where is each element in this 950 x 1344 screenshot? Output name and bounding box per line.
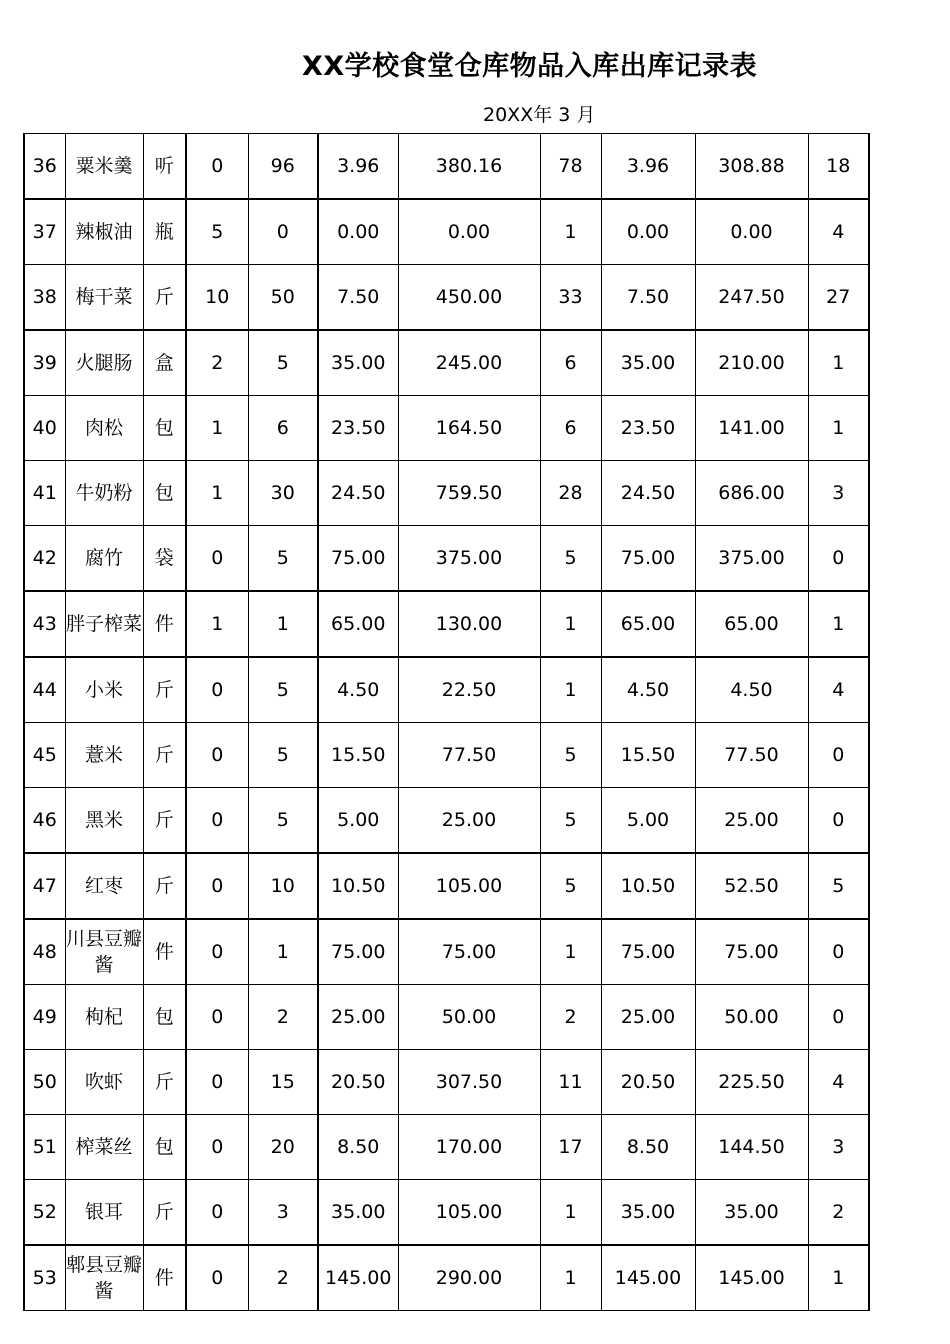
item-name-cell: 郫县豆瓣酱 [65, 1245, 143, 1311]
item-number-cell: 40 [24, 396, 65, 461]
in-unit-price-cell: 15.50 [318, 723, 398, 788]
item-name-cell: 小米 [65, 657, 143, 723]
out-amount-cell: 0.00 [695, 199, 808, 265]
item-unit-cell: 瓶 [143, 199, 186, 265]
out-unit-price-cell: 15.50 [601, 723, 695, 788]
in-amount-cell: 759.50 [398, 461, 540, 526]
in-amount-cell: 375.00 [398, 526, 540, 592]
out-quantity-cell: 6 [540, 396, 601, 461]
in-amount-cell: 130.00 [398, 591, 540, 657]
out-unit-price-cell: 75.00 [601, 526, 695, 592]
closing-stock-cell: 0 [808, 985, 869, 1050]
table-row [24, 396, 869, 461]
in-quantity-cell: 5 [248, 657, 318, 723]
item-number-cell: 45 [24, 723, 65, 788]
item-number-cell: 46 [24, 788, 65, 854]
in-quantity-cell: 2 [248, 985, 318, 1050]
item-name-cell: 火腿肠 [65, 330, 143, 396]
in-amount-cell: 105.00 [398, 853, 540, 919]
out-unit-price-cell: 75.00 [601, 919, 695, 985]
closing-stock-cell: 1 [808, 1245, 869, 1311]
in-unit-price-cell: 35.00 [318, 330, 398, 396]
out-unit-price-cell: 35.00 [601, 1180, 695, 1246]
closing-stock-cell: 4 [808, 199, 869, 265]
table-row [24, 919, 869, 985]
in-amount-cell: 0.00 [398, 199, 540, 265]
in-amount-cell: 22.50 [398, 657, 540, 723]
in-unit-price-cell: 8.50 [318, 1115, 398, 1180]
opening-stock-cell: 5 [186, 199, 248, 265]
item-unit-cell: 件 [143, 591, 186, 657]
out-quantity-cell: 11 [540, 1050, 601, 1115]
in-quantity-cell: 5 [248, 526, 318, 592]
in-unit-price-cell: 75.00 [318, 526, 398, 592]
table-row [24, 526, 869, 592]
item-number-cell: 39 [24, 330, 65, 396]
out-amount-cell: 247.50 [695, 265, 808, 331]
closing-stock-cell: 1 [808, 591, 869, 657]
out-amount-cell: 75.00 [695, 919, 808, 985]
in-unit-price-cell: 65.00 [318, 591, 398, 657]
table-row [24, 723, 869, 788]
out-amount-cell: 4.50 [695, 657, 808, 723]
item-unit-cell: 斤 [143, 788, 186, 854]
item-unit-cell: 斤 [143, 657, 186, 723]
in-quantity-cell: 15 [248, 1050, 318, 1115]
in-amount-cell: 164.50 [398, 396, 540, 461]
in-unit-price-cell: 75.00 [318, 919, 398, 985]
item-name-cell: 红枣 [65, 853, 143, 919]
out-unit-price-cell: 8.50 [601, 1115, 695, 1180]
out-quantity-cell: 1 [540, 1180, 601, 1246]
out-amount-cell: 375.00 [695, 526, 808, 592]
item-name-cell: 胖子榨菜 [65, 591, 143, 657]
item-unit-cell: 袋 [143, 526, 186, 592]
item-name-cell: 吹虾 [65, 1050, 143, 1115]
item-name-cell: 肉松 [65, 396, 143, 461]
out-quantity-cell: 1 [540, 199, 601, 265]
opening-stock-cell: 1 [186, 461, 248, 526]
opening-stock-cell: 0 [186, 1245, 248, 1311]
item-unit-cell: 斤 [143, 265, 186, 331]
in-unit-price-cell: 5.00 [318, 788, 398, 854]
in-quantity-cell: 5 [248, 723, 318, 788]
item-unit-cell: 包 [143, 1115, 186, 1180]
item-number-cell: 38 [24, 265, 65, 331]
closing-stock-cell: 4 [808, 657, 869, 723]
item-unit-cell: 斤 [143, 1050, 186, 1115]
table-row [24, 591, 869, 657]
item-unit-cell: 听 [143, 134, 186, 200]
in-quantity-cell: 3 [248, 1180, 318, 1246]
item-name-cell: 梅干菜 [65, 265, 143, 331]
out-quantity-cell: 78 [540, 134, 601, 200]
out-unit-price-cell: 145.00 [601, 1245, 695, 1311]
closing-stock-cell: 1 [808, 330, 869, 396]
opening-stock-cell: 0 [186, 788, 248, 854]
out-unit-price-cell: 7.50 [601, 265, 695, 331]
in-amount-cell: 380.16 [398, 134, 540, 200]
item-name-cell: 枸杞 [65, 985, 143, 1050]
in-unit-price-cell: 145.00 [318, 1245, 398, 1311]
out-unit-price-cell: 24.50 [601, 461, 695, 526]
out-unit-price-cell: 4.50 [601, 657, 695, 723]
item-unit-cell: 件 [143, 919, 186, 985]
out-quantity-cell: 2 [540, 985, 601, 1050]
item-name-cell: 腐竹 [65, 526, 143, 592]
out-amount-cell: 210.00 [695, 330, 808, 396]
closing-stock-cell: 3 [808, 461, 869, 526]
out-amount-cell: 225.50 [695, 1050, 808, 1115]
item-name-cell: 银耳 [65, 1180, 143, 1246]
item-unit-cell: 斤 [143, 1180, 186, 1246]
out-amount-cell: 77.50 [695, 723, 808, 788]
out-unit-price-cell: 20.50 [601, 1050, 695, 1115]
opening-stock-cell: 0 [186, 657, 248, 723]
out-unit-price-cell: 0.00 [601, 199, 695, 265]
opening-stock-cell: 0 [186, 853, 248, 919]
out-amount-cell: 35.00 [695, 1180, 808, 1246]
opening-stock-cell: 2 [186, 330, 248, 396]
opening-stock-cell: 0 [186, 526, 248, 592]
in-quantity-cell: 1 [248, 591, 318, 657]
in-quantity-cell: 20 [248, 1115, 318, 1180]
item-name-cell: 黑米 [65, 788, 143, 854]
in-unit-price-cell: 3.96 [318, 134, 398, 200]
in-quantity-cell: 96 [248, 134, 318, 200]
out-amount-cell: 308.88 [695, 134, 808, 200]
closing-stock-cell: 0 [808, 526, 869, 592]
opening-stock-cell: 0 [186, 1050, 248, 1115]
out-amount-cell: 144.50 [695, 1115, 808, 1180]
table-row [24, 134, 869, 200]
in-amount-cell: 307.50 [398, 1050, 540, 1115]
in-quantity-cell: 2 [248, 1245, 318, 1311]
item-unit-cell: 包 [143, 396, 186, 461]
item-number-cell: 49 [24, 985, 65, 1050]
in-unit-price-cell: 35.00 [318, 1180, 398, 1246]
opening-stock-cell: 0 [186, 723, 248, 788]
out-quantity-cell: 1 [540, 1245, 601, 1311]
item-number-cell: 52 [24, 1180, 65, 1246]
item-name-cell: 牛奶粉 [65, 461, 143, 526]
out-quantity-cell: 1 [540, 591, 601, 657]
closing-stock-cell: 4 [808, 1050, 869, 1115]
out-quantity-cell: 1 [540, 657, 601, 723]
item-number-cell: 50 [24, 1050, 65, 1115]
in-unit-price-cell: 23.50 [318, 396, 398, 461]
in-quantity-cell: 5 [248, 330, 318, 396]
out-unit-price-cell: 35.00 [601, 330, 695, 396]
item-unit-cell: 包 [143, 461, 186, 526]
closing-stock-cell: 27 [808, 265, 869, 331]
closing-stock-cell: 1 [808, 396, 869, 461]
out-unit-price-cell: 65.00 [601, 591, 695, 657]
closing-stock-cell: 5 [808, 853, 869, 919]
closing-stock-cell: 0 [808, 919, 869, 985]
item-unit-cell: 盒 [143, 330, 186, 396]
closing-stock-cell: 0 [808, 723, 869, 788]
item-number-cell: 53 [24, 1245, 65, 1311]
item-number-cell: 36 [24, 134, 65, 200]
closing-stock-cell: 18 [808, 134, 869, 200]
in-quantity-cell: 5 [248, 788, 318, 854]
out-quantity-cell: 5 [540, 723, 601, 788]
closing-stock-cell: 2 [808, 1180, 869, 1246]
opening-stock-cell: 10 [186, 265, 248, 331]
out-amount-cell: 50.00 [695, 985, 808, 1050]
out-quantity-cell: 5 [540, 853, 601, 919]
opening-stock-cell: 0 [186, 985, 248, 1050]
out-quantity-cell: 1 [540, 919, 601, 985]
item-number-cell: 43 [24, 591, 65, 657]
in-quantity-cell: 50 [248, 265, 318, 331]
page-title: XX学校食堂仓库物品入库出库记录表 [302, 51, 758, 82]
table-row [24, 853, 869, 919]
in-unit-price-cell: 25.00 [318, 985, 398, 1050]
out-amount-cell: 65.00 [695, 591, 808, 657]
out-unit-price-cell: 23.50 [601, 396, 695, 461]
out-quantity-cell: 5 [540, 526, 601, 592]
out-quantity-cell: 17 [540, 1115, 601, 1180]
record-date: 20XX年 3 月 [483, 104, 596, 126]
item-unit-cell: 包 [143, 985, 186, 1050]
opening-stock-cell: 0 [186, 919, 248, 985]
opening-stock-cell: 1 [186, 396, 248, 461]
out-unit-price-cell: 10.50 [601, 853, 695, 919]
in-quantity-cell: 0 [248, 199, 318, 265]
in-quantity-cell: 10 [248, 853, 318, 919]
table-row [24, 788, 869, 854]
in-unit-price-cell: 24.50 [318, 461, 398, 526]
inventory-table-body [24, 134, 869, 1311]
table-row [24, 1115, 869, 1180]
item-name-cell: 薏米 [65, 723, 143, 788]
table-row [24, 265, 869, 331]
item-name-cell: 川县豆瓣酱 [65, 919, 143, 985]
out-quantity-cell: 5 [540, 788, 601, 854]
in-amount-cell: 450.00 [398, 265, 540, 331]
closing-stock-cell: 3 [808, 1115, 869, 1180]
in-unit-price-cell: 0.00 [318, 199, 398, 265]
out-unit-price-cell: 25.00 [601, 985, 695, 1050]
item-name-cell: 榨菜丝 [65, 1115, 143, 1180]
table-row [24, 657, 869, 723]
in-amount-cell: 105.00 [398, 1180, 540, 1246]
item-number-cell: 47 [24, 853, 65, 919]
item-unit-cell: 件 [143, 1245, 186, 1311]
item-unit-cell: 斤 [143, 723, 186, 788]
out-amount-cell: 686.00 [695, 461, 808, 526]
out-amount-cell: 52.50 [695, 853, 808, 919]
in-amount-cell: 77.50 [398, 723, 540, 788]
closing-stock-cell: 0 [808, 788, 869, 854]
in-amount-cell: 245.00 [398, 330, 540, 396]
out-quantity-cell: 33 [540, 265, 601, 331]
in-quantity-cell: 6 [248, 396, 318, 461]
item-number-cell: 51 [24, 1115, 65, 1180]
in-unit-price-cell: 7.50 [318, 265, 398, 331]
in-quantity-cell: 1 [248, 919, 318, 985]
out-unit-price-cell: 3.96 [601, 134, 695, 200]
out-quantity-cell: 28 [540, 461, 601, 526]
table-row [24, 1050, 869, 1115]
in-amount-cell: 50.00 [398, 985, 540, 1050]
opening-stock-cell: 1 [186, 591, 248, 657]
table-row [24, 330, 869, 396]
out-amount-cell: 145.00 [695, 1245, 808, 1311]
in-unit-price-cell: 10.50 [318, 853, 398, 919]
opening-stock-cell: 0 [186, 1180, 248, 1246]
item-name-cell: 粟米羹 [65, 134, 143, 200]
table-row [24, 1245, 869, 1311]
in-unit-price-cell: 20.50 [318, 1050, 398, 1115]
out-amount-cell: 141.00 [695, 396, 808, 461]
out-unit-price-cell: 5.00 [601, 788, 695, 854]
item-number-cell: 41 [24, 461, 65, 526]
item-number-cell: 48 [24, 919, 65, 985]
item-name-cell: 辣椒油 [65, 199, 143, 265]
inventory-table [23, 133, 870, 1311]
item-number-cell: 44 [24, 657, 65, 723]
out-amount-cell: 25.00 [695, 788, 808, 854]
in-amount-cell: 75.00 [398, 919, 540, 985]
out-quantity-cell: 6 [540, 330, 601, 396]
in-quantity-cell: 30 [248, 461, 318, 526]
item-unit-cell: 斤 [143, 853, 186, 919]
table-row [24, 1180, 869, 1246]
table-row [24, 461, 869, 526]
in-amount-cell: 290.00 [398, 1245, 540, 1311]
item-number-cell: 42 [24, 526, 65, 592]
in-unit-price-cell: 4.50 [318, 657, 398, 723]
in-amount-cell: 170.00 [398, 1115, 540, 1180]
in-amount-cell: 25.00 [398, 788, 540, 854]
opening-stock-cell: 0 [186, 1115, 248, 1180]
table-row [24, 199, 869, 265]
opening-stock-cell: 0 [186, 134, 248, 200]
item-number-cell: 37 [24, 199, 65, 265]
table-row [24, 985, 869, 1050]
